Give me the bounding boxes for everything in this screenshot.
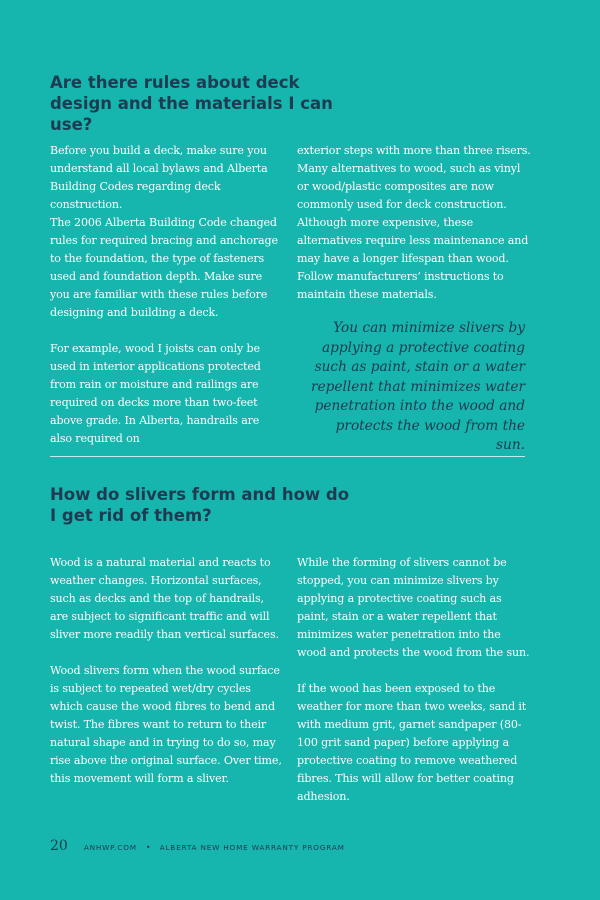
section-divider xyxy=(50,456,525,457)
paragraph: While the forming of slivers cannot be stopped, you can minimize slivers by applying a protective coating such as paint, stain or a water repellent that minimizes water penetration into the wood and protects the wood from the sun. xyxy=(297,556,530,659)
section1-left-column xyxy=(50,142,282,448)
paragraph: Wood slivers form when the wood surface is subject to repeated wet/dry cycles which cause the wood fibres to bend and twist. The fibres want to return to their natural shape and in trying to do so, may rise above the original surface. Over time, this movement will form a sliver. xyxy=(50,664,282,785)
paragraph: For example, wood I joists can only be used in interior applications protected from rain or moisture and railings are required on decks more than two-feet above grade. In Alberta, handrails are also required on xyxy=(50,342,261,445)
page-footer xyxy=(50,838,345,854)
section-heading-slivers: How do slivers form and how do I get rid of them? xyxy=(50,485,350,525)
section2-left-column xyxy=(50,554,282,788)
section1-right-column xyxy=(297,142,532,304)
paragraph: Before you build a deck, make sure you understand all local bylaws and Alberta Building Codes regarding deck construction. xyxy=(50,144,268,211)
paragraph: Wood is a natural material and reacts to weather changes. Horizontal surfaces, such as decks and the top of handrails, are subject to significant traffic and will sliver more readily than vertical surfaces. xyxy=(50,556,279,641)
pull-quote: You can minimize slivers by applying a protective coating such as paint, stain or a water repellent that minimizes water penetration into the wood and protects the wood from the sun. xyxy=(311,320,525,453)
paragraph: If the wood has been exposed to the weather for more than two weeks, sand it with medium grit, garnet sandpaper (80-100 grit sand paper) before applying a protective coating to remove weathered fibres. This will allow for better coating adhesion. xyxy=(297,682,527,803)
paragraph: The 2006 Alberta Building Code changed rules for required bracing and anchorage to the foundation, the type of fasteners used and foundation depth. Make sure you are familiar with these rules before designing and building a deck. xyxy=(50,216,278,319)
paragraph: exterior steps with more than three risers. Many alternatives to wood, such as vinyl or wood/plastic composites are now commonly used for deck construction. Although more expensive, these alternatives require less maintenance and may have a longer lifespan than wood. Follow manufacturers’ instructions to maintain these materials. xyxy=(297,144,531,301)
section-heading-deck-rules: Are there rules about deck design and the materials I can use? xyxy=(50,73,333,134)
footer-program-name: ALBERTA NEW HOME WARRANTY PROGRAM xyxy=(159,843,345,852)
section2-right-column xyxy=(297,554,532,806)
page-number: 20 xyxy=(50,838,68,854)
footer-website-link[interactable]: ANHWP.COM xyxy=(83,843,137,852)
footer-separator: • xyxy=(145,843,151,852)
